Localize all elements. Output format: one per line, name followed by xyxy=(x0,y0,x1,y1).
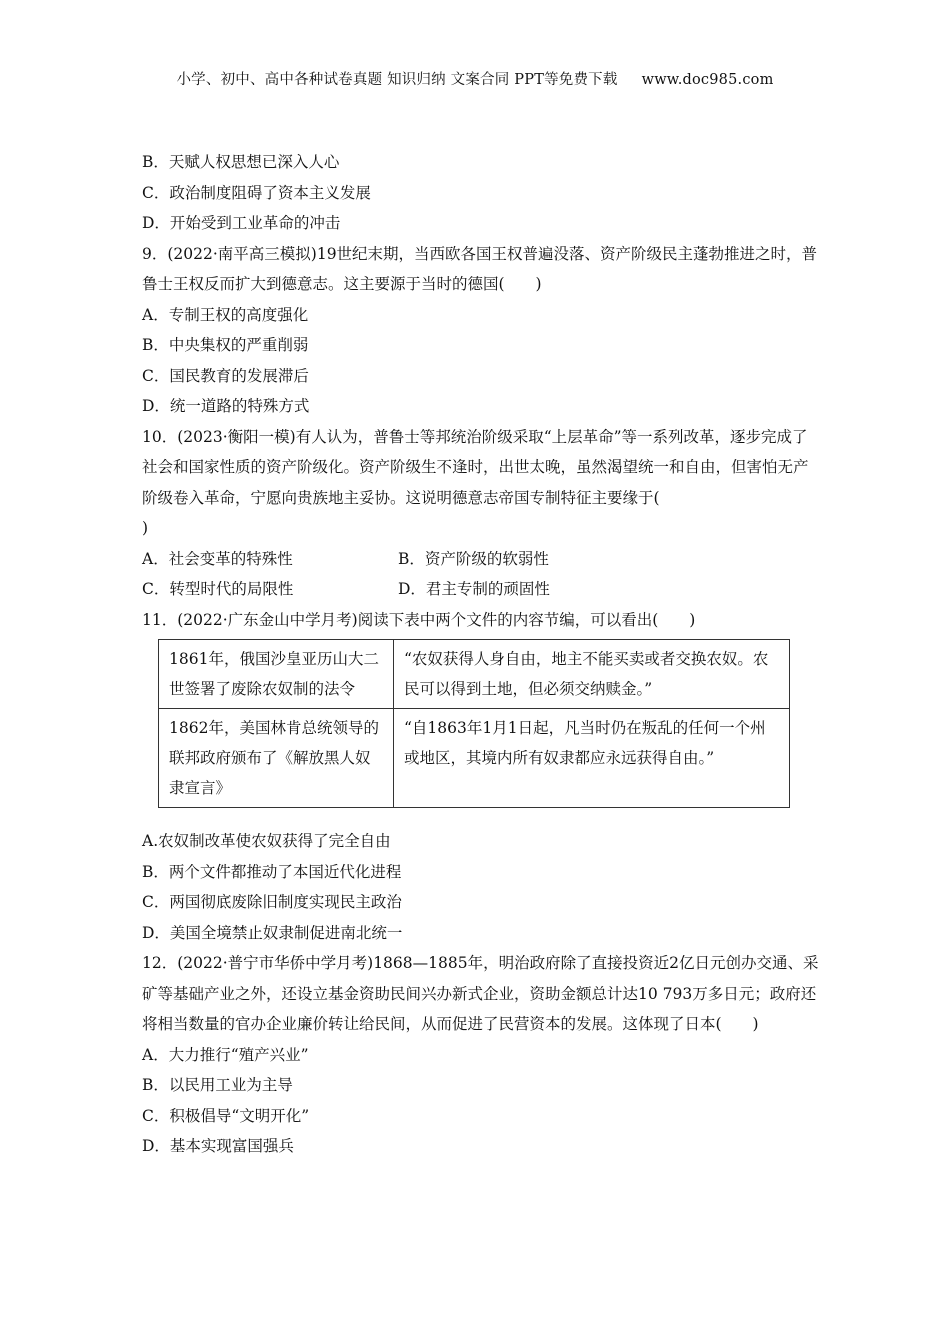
question-content xyxy=(142,147,822,1162)
table-cell-russia-quote: “农奴获得人身自由，地主不能买卖或者交换农奴。农民可以得到土地，但必须交纳赎金。” xyxy=(394,640,790,709)
header-text: 小学、初中、高中各种试卷真题 知识归纳 文案合同 PPT等免费下载 xyxy=(176,72,618,88)
header-site: www.doc985.com xyxy=(641,72,774,88)
q11-stem: 11．(2022·广东金山中学月考)阅读下表中两个文件的内容节编，可以看出( ) xyxy=(142,610,696,629)
q10-option-b: B．资产阶级的软弱性 xyxy=(398,549,549,568)
q10-option-d: D．君主专制的顽固性 xyxy=(398,580,550,598)
table-cell-us-quote: “自1863年1月1日起，凡当时仍在叛乱的任何一个州或地区，其境内所有奴隶都应永远获得自由。” xyxy=(394,709,790,808)
table-row xyxy=(159,640,790,709)
q11-option-d: D．美国全境禁止奴隶制促进南北统一 xyxy=(142,923,403,942)
q12-stem: 12．(2022·普宁市华侨中学月考)1868—1885年，明治政府除了直接投资近2亿日元创办交通、采矿等基础产业之外，还设立基金资助民间兴办新式企业，资助金额总计达10 793万多日元；政府还将相当数量的官办企业廉价转让给民间，从而促进了民营资本的发展。这体现了日本( ) xyxy=(142,954,819,1033)
q11-option-b: B．两个文件都推动了本国近代化进程 xyxy=(142,862,402,881)
table-cell-us-proclamation: 1862年，美国林肯总统领导的联邦政府颁布了《解放黑人奴隶宣言》 xyxy=(159,709,394,808)
q8-option-c: C．政治制度阻碍了资本主义发展 xyxy=(142,183,371,202)
q10-option-a: A．社会变革的特殊性 xyxy=(142,549,293,568)
q12-option-c: C．积极倡导“文明开化” xyxy=(142,1106,310,1125)
table-cell-russia-decree: 1861年，俄国沙皇亚历山大二世签署了废除农奴制的法令 xyxy=(159,640,394,709)
q9-option-d: D．统一道路的特殊方式 xyxy=(142,397,310,415)
table-row xyxy=(159,709,790,808)
q12-option-b: B．以民用工业为主导 xyxy=(142,1076,293,1094)
page-header xyxy=(0,68,950,89)
q9-option-c: C．国民教育的发展滞后 xyxy=(142,366,309,385)
q12-option-a: A．大力推行“殖产兴业” xyxy=(142,1045,309,1064)
q8-option-b: B．天赋人权思想已深入人心 xyxy=(142,153,340,171)
q9-option-b: B．中央集权的严重削弱 xyxy=(142,336,309,354)
q11-table xyxy=(158,639,790,808)
q11-option-c: C．两国彻底废除旧制度实现民主政治 xyxy=(142,893,402,911)
q10-option-c: C．转型时代的局限性 xyxy=(142,580,294,598)
q10-stem: 10．(2023·衡阳一模)有人认为，普鲁士等邦统治阶级采取“上层革命”等一系列改革，逐步完成了社会和国家性质的资产阶级化。资产阶级生不逢时，出世太晚，虽然渴望统一和自由，但害怕无产阶级卷入革命，宁愿向贵族地主妥协。这说明德意志帝国专制特征主要缘于( xyxy=(142,427,809,507)
q10-options-row-2 xyxy=(142,574,822,605)
q10-options-row-1 xyxy=(142,544,822,575)
q9-option-a: A．专制王权的高度强化 xyxy=(142,305,309,324)
q8-option-d: D．开始受到工业革命的冲击 xyxy=(142,214,341,232)
q12-option-d: D．基本实现富国强兵 xyxy=(142,1137,294,1155)
q9-stem: 9．(2022·南平高三模拟)19世纪末期，当西欧各国王权普遍没落、资产阶级民主蓬勃推进之时，普鲁士王权反而扩大到德意志。这主要源于当时的德国( ) xyxy=(142,244,818,293)
q11-option-a: A.农奴制改革使农奴获得了完全自由 xyxy=(142,832,391,850)
q10-stem-end: ) xyxy=(142,519,149,537)
